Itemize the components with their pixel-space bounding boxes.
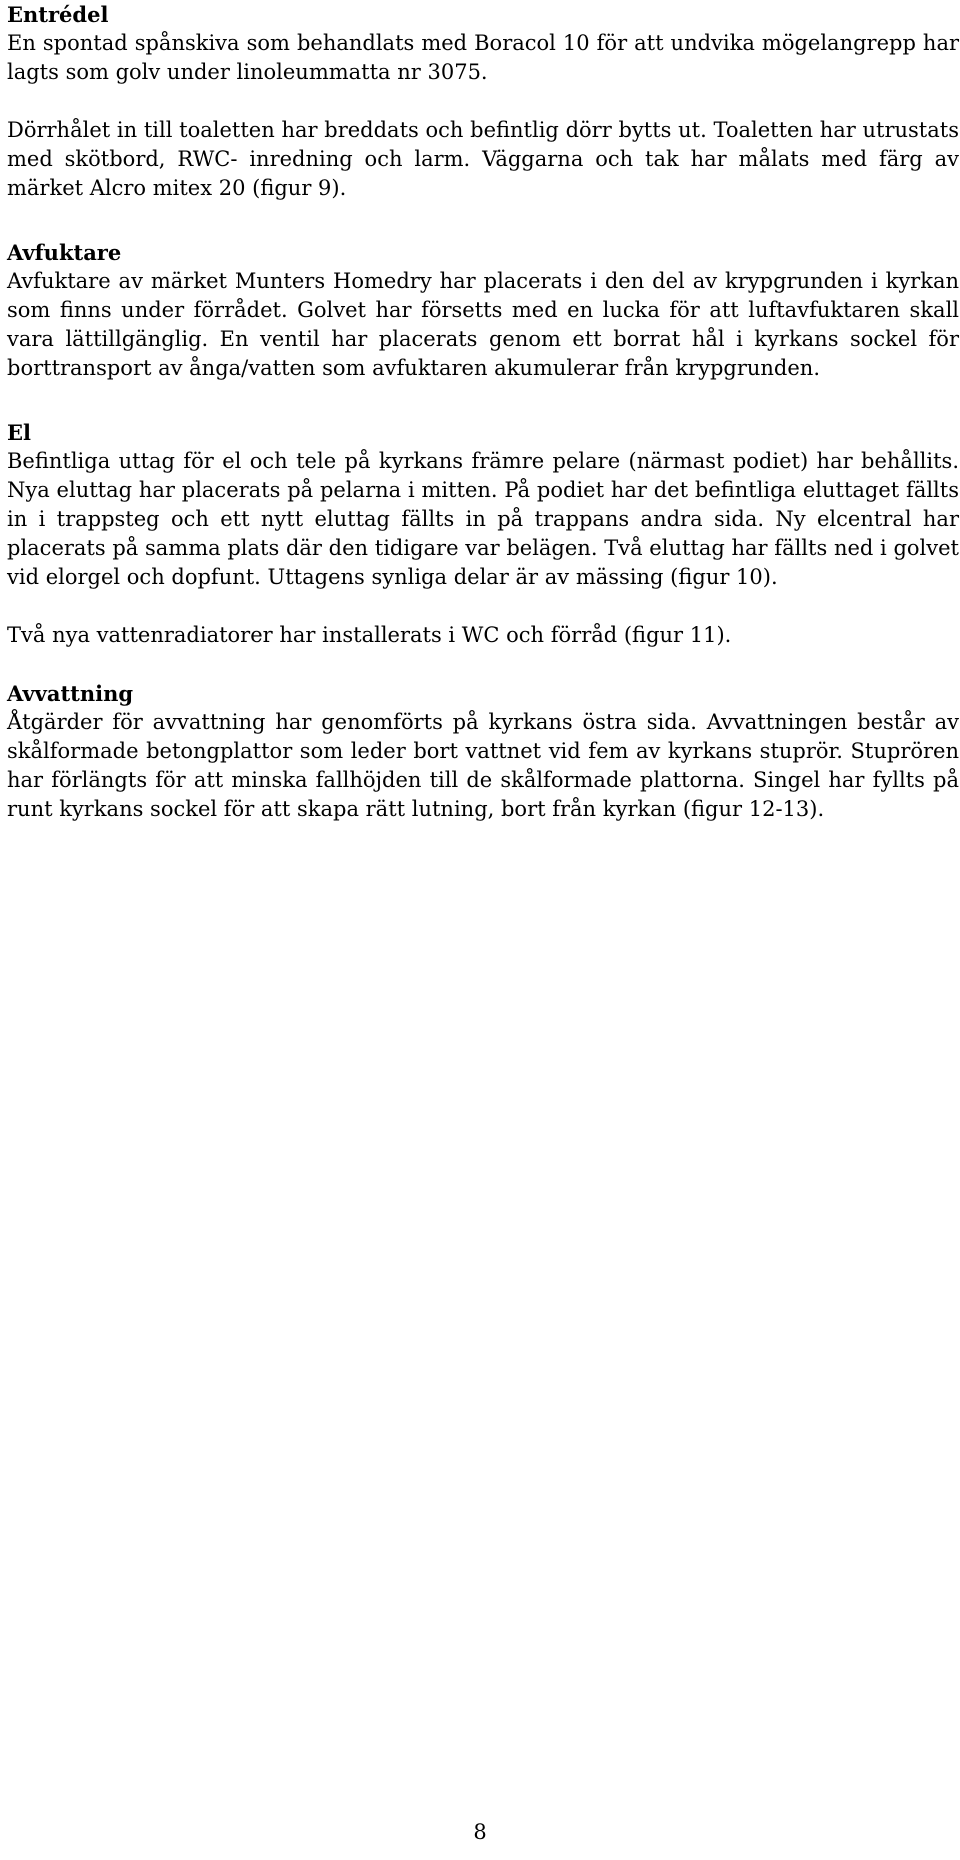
body-paragraph: Avfuktare av märket Munters Homedry har placerats i den del av krypgrunden i kyrkan som finns under förrådet. Golvet har försetts med en lucka för att luftavfuktaren skall vara lättillgänglig. En ventil har placerats genom ett borrat hål i kyrkans sockel för borttransport av ånga/vatten som avfuktaren akumulerar från krypgrunden. xyxy=(7,269,959,380)
section-avfuktare xyxy=(7,238,959,383)
body-paragraph: Dörrhålet in till toaletten har breddats och befintlig dörr bytts ut. Toaletten har utrustats med skötbord, RWC- inredning och larm. Väggarna och tak har målats med färg av märket Alcro mitex 20 (figur 9). xyxy=(7,118,959,200)
page-number: 8 xyxy=(473,1820,487,1844)
section-heading: Entrédel xyxy=(7,2,109,27)
section-heading: Avvattning xyxy=(7,681,134,706)
section-heading: El xyxy=(7,420,31,445)
body-paragraph: Befintliga uttag för el och tele på kyrkans främre pelare (närmast podiet) har behållits. Nya eluttag har placerats på pelarna i mitten. På podiet har det befintliga eluttaget fällts in i trappsteg och ett nytt eluttag fällts in på trappans andra sida. Ny elcentral har placerats på samma plats där den tidigare var belägen. Två eluttag har fällts ned i golvet vid elorgel och dopfunt. Uttagens synliga delar är av mässing (figur 10). xyxy=(7,449,959,589)
body-paragraph: Två nya vattenradiatorer har installerats i WC och förråd (figur 11). xyxy=(7,623,732,647)
document-body xyxy=(7,0,959,824)
body-paragraph: En spontad spånskiva som behandlats med Boracol 10 för att undvika mögelangrepp har lagts som golv under linoleummatta nr 3075. xyxy=(7,31,959,84)
section-avvattning xyxy=(7,679,959,824)
section-el xyxy=(7,418,959,650)
section-entredel xyxy=(7,0,959,203)
body-paragraph: Åtgärder för avvattning har genomförts på kyrkans östra sida. Avvattningen består av skålformade betongplattor som leder bort vattnet vid fem av kyrkans stuprör. Stuprören har förlängts för att minska fallhöjden till de skålformade plattorna. Singel har fyllts på runt kyrkans sockel för att skapa rätt lutning, bort från kyrkan (figur 12-13). xyxy=(7,710,959,821)
section-heading: Avfuktare xyxy=(7,240,122,265)
